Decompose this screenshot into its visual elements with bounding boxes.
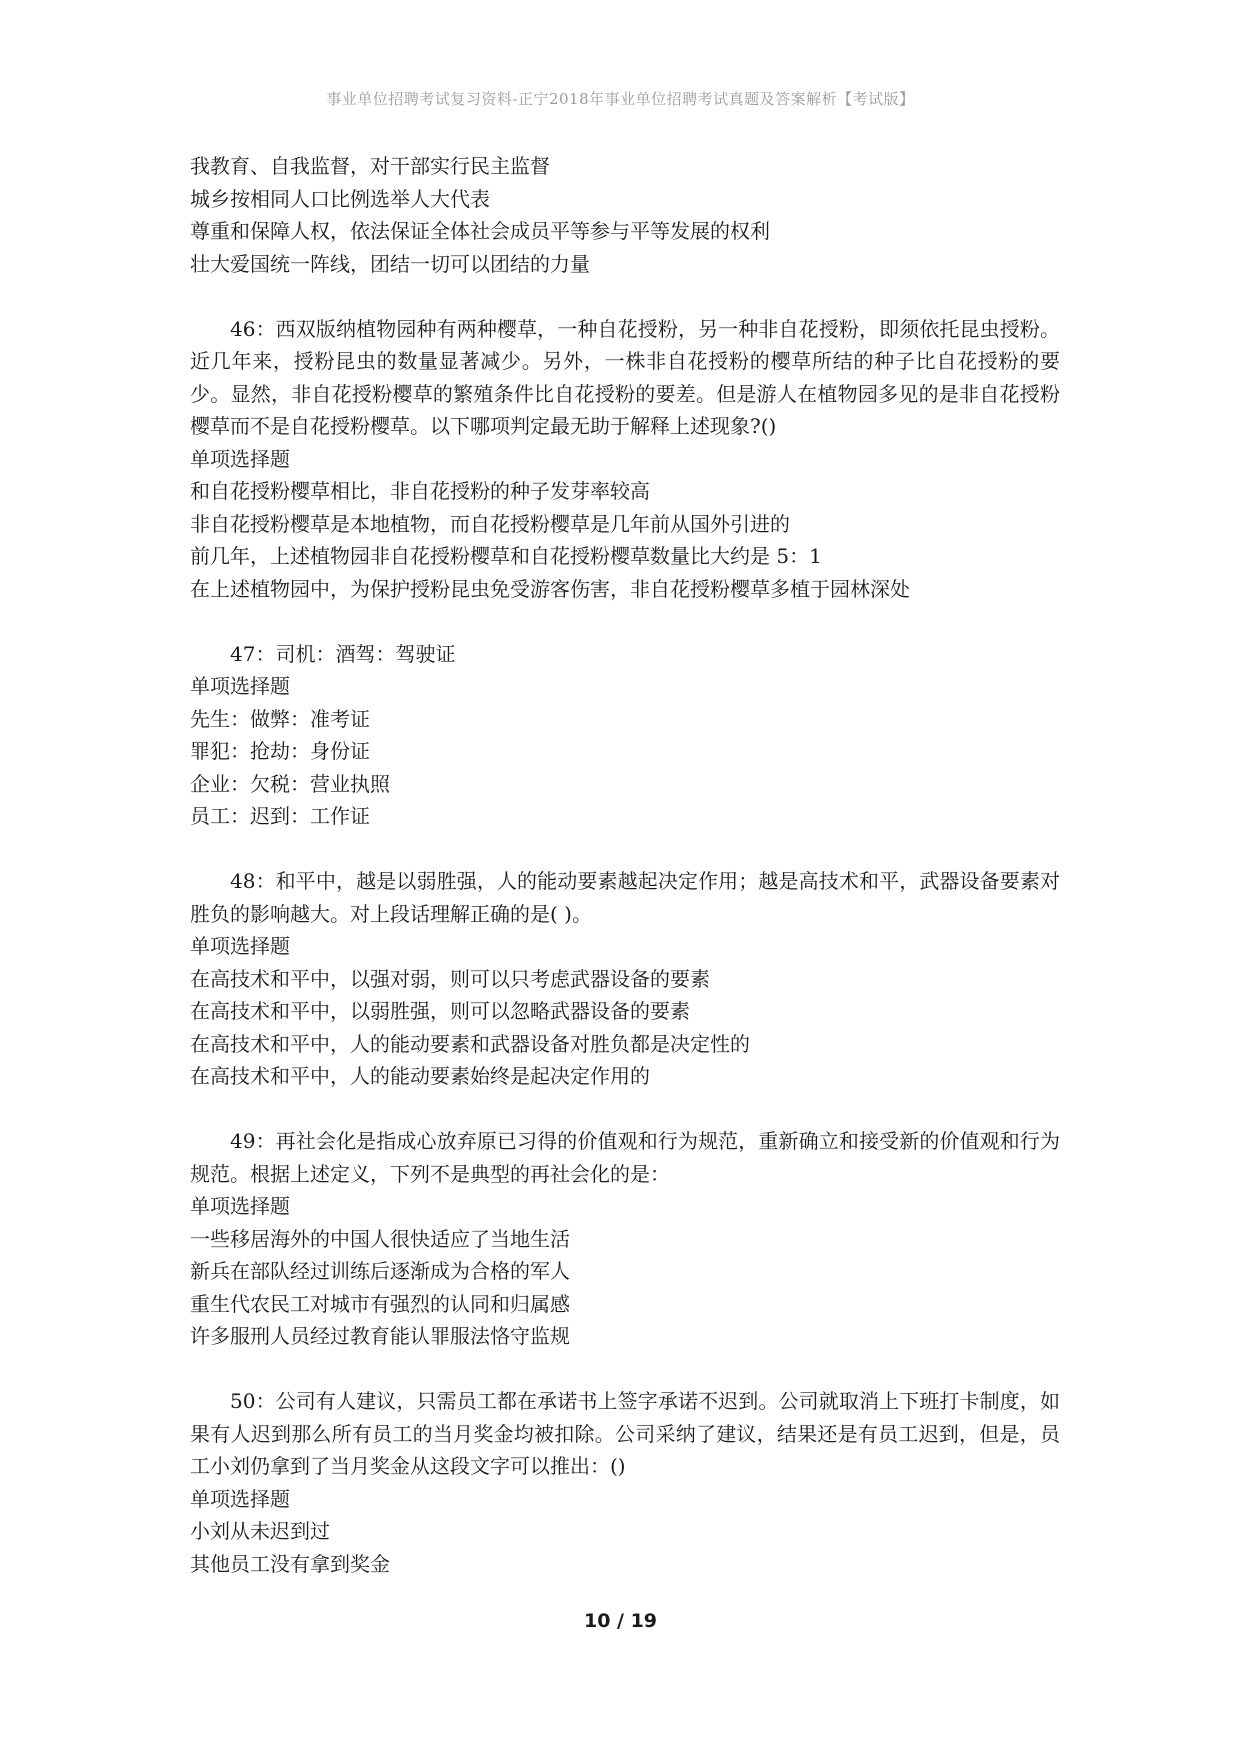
page-header: 事业单位招聘考试复习资料-正宁2018年事业单位招聘考试真题及答案解析【考试版】 — [326, 90, 915, 108]
spacer — [190, 833, 1060, 866]
option-line: 其他员工没有拿到奖金 — [190, 1551, 390, 1576]
spacer — [190, 1353, 1060, 1386]
question-46 — [190, 313, 1060, 606]
option-line: 尊重和保障人权，依法保证全体社会成员平等参与平等发展的权利 — [190, 219, 770, 243]
question-type: 单项选择题 — [190, 1486, 290, 1511]
option-line: 新兵在部队经过训练后逐渐成为合格的军人 — [190, 1259, 570, 1283]
option-line: 在高技术和平中，人的能动要素和武器设备对胜负都是决定性的 — [190, 1031, 750, 1056]
option-line: 小刘从未迟到过 — [190, 1519, 330, 1543]
question-47 — [190, 638, 1060, 833]
question-stem: 50：公司有人建议，只需员工都在承诺书上签字承诺不迟到。公司就取消上下班打卡制度，如果有人迟到那么所有员工的当月奖金均被扣除。公司采纳了建议，结果还是有员工迟到，但是，员工小刘仍拿到了当月奖金从这段文字可以推出：() — [190, 1389, 1060, 1478]
question-stem: 47：司机：酒驾：驾驶证 — [230, 641, 456, 666]
option-line: 重生代农民工对城市有强烈的认同和归属感 — [190, 1291, 570, 1316]
question-50 — [190, 1385, 1060, 1580]
question-49 — [190, 1125, 1060, 1353]
option-line: 企业：欠税：营业执照 — [190, 771, 390, 796]
spacer — [190, 1093, 1060, 1126]
question-type: 单项选择题 — [190, 934, 290, 958]
option-line: 壮大爱国统一阵线，团结一切可以团结的力量 — [190, 251, 590, 276]
question-stem: 46：西双版纳植物园种有两种樱草，一种自花授粉，另一种非自花授粉，即须依托昆虫授粉。近几年来，授粉昆虫的数量显著减少。另外，一株非自花授粉的樱草所结的种子比自花授粉的要少。显然，非自花授粉樱草的繁殖条件比自花授粉的要差。但是游人在植物园多见的是非自花授粉樱草而不是自花授粉樱草。以下哪项判定最无助于解释上述现象?() — [190, 316, 1060, 438]
option-line: 在高技术和平中，以弱胜强，则可以忽略武器设备的要素 — [190, 999, 690, 1023]
option-line: 员工：迟到：工作证 — [190, 804, 370, 828]
option-line: 城乡按相同人口比例选举人大代表 — [190, 186, 490, 211]
option-line: 在高技术和平中，以强对弱，则可以只考虑武器设备的要素 — [190, 966, 710, 991]
spacer — [190, 280, 1060, 313]
option-line: 一些移居海外的中国人很快适应了当地生活 — [190, 1226, 570, 1251]
option-line: 我教育、自我监督，对干部实行民主监督 — [190, 154, 550, 178]
option-line: 先生：做弊：准考证 — [190, 706, 370, 731]
option-line: 罪犯：抢劫：身份证 — [190, 739, 370, 763]
option-line: 许多服刑人员经过教育能认罪服法恪守监规 — [190, 1324, 570, 1348]
question-48 — [190, 865, 1060, 1093]
question-stem: 49：再社会化是指成心放弃原已习得的价值观和行为规范，重新确立和接受新的价值观和行为规范。根据上述定义，下列不是典型的再社会化的是： — [190, 1129, 1060, 1186]
question-type: 单项选择题 — [190, 446, 290, 471]
question-type: 单项选择题 — [190, 1194, 290, 1218]
page-number: 10 / 19 — [583, 1610, 658, 1632]
question-type: 单项选择题 — [190, 674, 290, 698]
option-line: 和自花授粉樱草相比，非自花授粉的种子发芽率较高 — [190, 479, 650, 503]
option-line: 非自花授粉樱草是本地植物，而自花授粉樱草是几年前从国外引进的 — [190, 511, 790, 536]
option-line: 在高技术和平中，人的能动要素始终是起决定作用的 — [190, 1064, 650, 1088]
document-body — [190, 150, 1060, 1580]
question-stem: 48：和平中，越是以弱胜强，人的能动要素越起决定作用；越是高技术和平，武器设备要素对胜负的影响越大。对上段话理解正确的是( )。 — [190, 869, 1060, 926]
option-line: 在上述植物园中，为保护授粉昆虫免受游客伤害，非自花授粉樱草多植于园林深处 — [190, 576, 910, 601]
option-line: 前几年，上述植物园非自花授粉樱草和自花授粉樱草数量比大约是 5：1 — [190, 544, 822, 568]
spacer — [190, 605, 1060, 638]
